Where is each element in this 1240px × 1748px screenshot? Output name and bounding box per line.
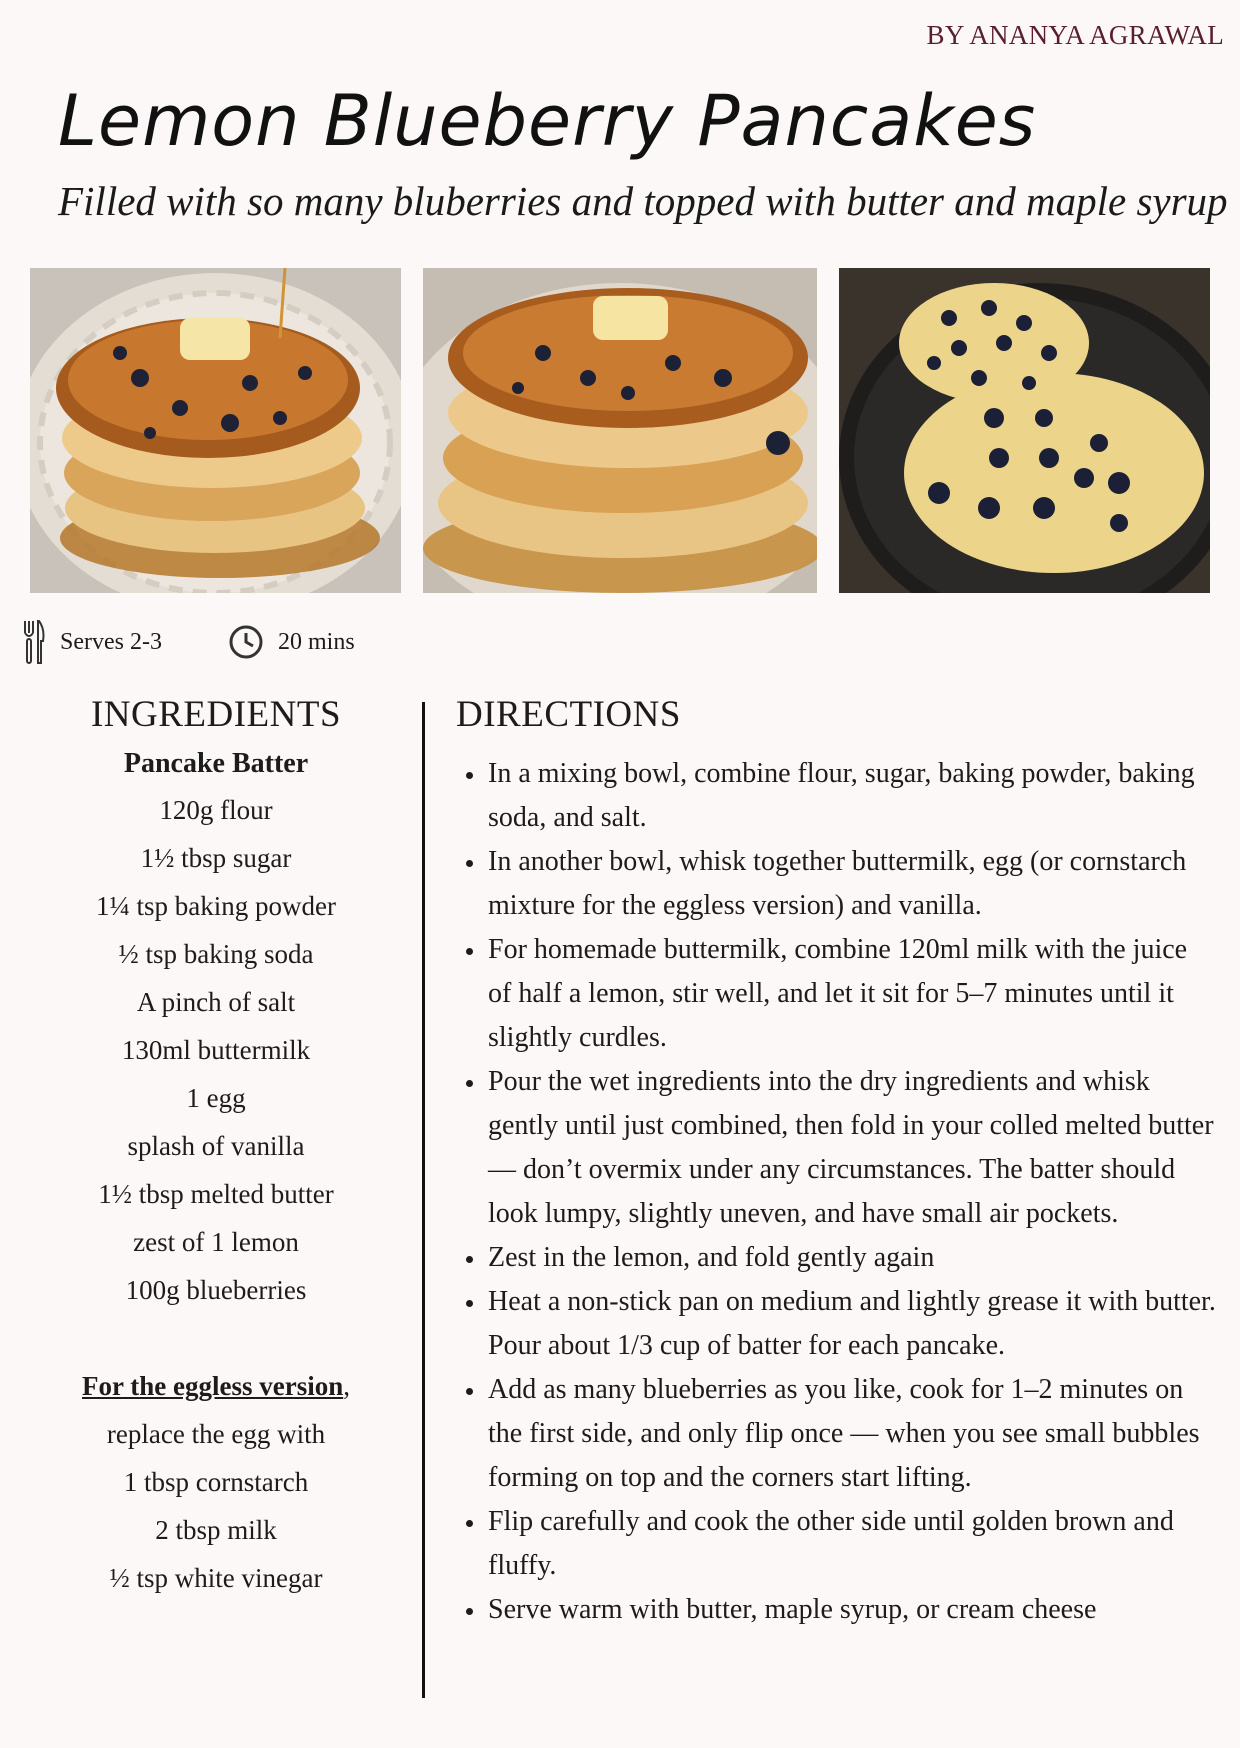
direction-step: • Add as many blueberries as you like, cook for 1–2 minutes on the first side, and only flip once — when you see small bubbles forming on top and the corners start lifting.: [486, 1368, 1216, 1500]
directions-heading: DIRECTIONS: [456, 694, 681, 735]
eggless-heading-suffix: ,: [343, 1371, 350, 1401]
ingredient-item: splash of vanilla: [127, 1131, 305, 1161]
eggless-item: replace the egg with: [106, 1419, 326, 1449]
direction-step: • Zest in the lemon, and fold gently again: [486, 1236, 1216, 1280]
recipe-subtitle: Filled with so many bluberries and topped with butter and maple syrup: [58, 178, 1228, 224]
author-byline: BY ANANYA AGRAWAL: [926, 20, 1224, 50]
ingredient-item: 1¼ tsp baking powder: [96, 891, 336, 921]
fork-knife-icon: [22, 619, 46, 665]
pancakes-in-pan-photo: [839, 268, 1210, 593]
ingredient-item: zest of 1 lemon: [133, 1227, 299, 1257]
ingredient-item: 120g flour: [159, 795, 273, 825]
ingredients-heading: INGREDIENTS: [90, 694, 342, 735]
direction-step: • Serve warm with butter, maple syrup, or cream cheese: [486, 1588, 1216, 1632]
serves-info: [22, 618, 162, 666]
direction-step: • In another bowl, whisk together buttermilk, egg (or cornstarch mixture for the eggless version) and vanilla.: [486, 840, 1216, 928]
ingredient-item: 130ml buttermilk: [121, 1035, 311, 1065]
direction-step: • For homemade buttermilk, combine 120ml milk with the juice of half a lemon, stir well, and let it sit for 5–7 minutes until it slightly curdles.: [486, 928, 1216, 1060]
recipe-title: Lemon Blueberry Pancakes: [58, 80, 1037, 162]
direction-step: • Pour the wet ingredients into the dry ingredients and whisk gently until just combined, then fold in your colled melted butter— don’t overmix under any circumstances. The batter should look lumpy, slightly uneven, and have small air pockets.: [486, 1060, 1216, 1236]
eggless-item: 2 tbsp milk: [155, 1515, 277, 1545]
directions-section: [456, 690, 1216, 1632]
time-info: [228, 618, 355, 666]
ingredient-list: [46, 786, 386, 1314]
eggless-item: 1 tbsp cornstarch: [123, 1467, 309, 1497]
eggless-heading: [46, 1362, 386, 1410]
direction-step: • Heat a non-stick pan on medium and lightly grease it with butter. Pour about 1/3 cup of batter for each pancake.: [486, 1280, 1216, 1368]
direction-step: • Flip carefully and cook the other side until golden brown and fluffy.: [486, 1500, 1216, 1588]
ingredient-item: 1 egg: [186, 1083, 246, 1113]
direction-step: • In a mixing bowl, combine flour, sugar, baking powder, baking soda, and salt.: [486, 752, 1216, 840]
time-text: 20 mins: [278, 628, 355, 655]
clock-icon: [228, 624, 264, 660]
eggless-heading-text: For the eggless version: [82, 1371, 344, 1401]
eggless-item: ½ tsp white vinegar: [109, 1563, 323, 1593]
ingredient-item: A pinch of salt: [136, 987, 296, 1017]
pancake-stack-photo-1: [30, 268, 401, 593]
ingredient-item: 1½ tbsp sugar: [140, 843, 292, 873]
ingredient-item: 1½ tbsp melted butter: [98, 1179, 334, 1209]
ingredient-item: ½ tsp baking soda: [118, 939, 314, 969]
column-divider: [422, 702, 425, 1698]
eggless-list: [46, 1410, 386, 1602]
ingredients-section: [46, 690, 386, 1602]
directions-list: [456, 752, 1216, 1632]
pancake-stack-photo-2: [423, 268, 817, 593]
ingredient-item: 100g blueberries: [125, 1275, 307, 1305]
pancake-batter-heading: Pancake Batter: [123, 748, 309, 779]
serves-text: Serves 2-3: [60, 628, 162, 655]
